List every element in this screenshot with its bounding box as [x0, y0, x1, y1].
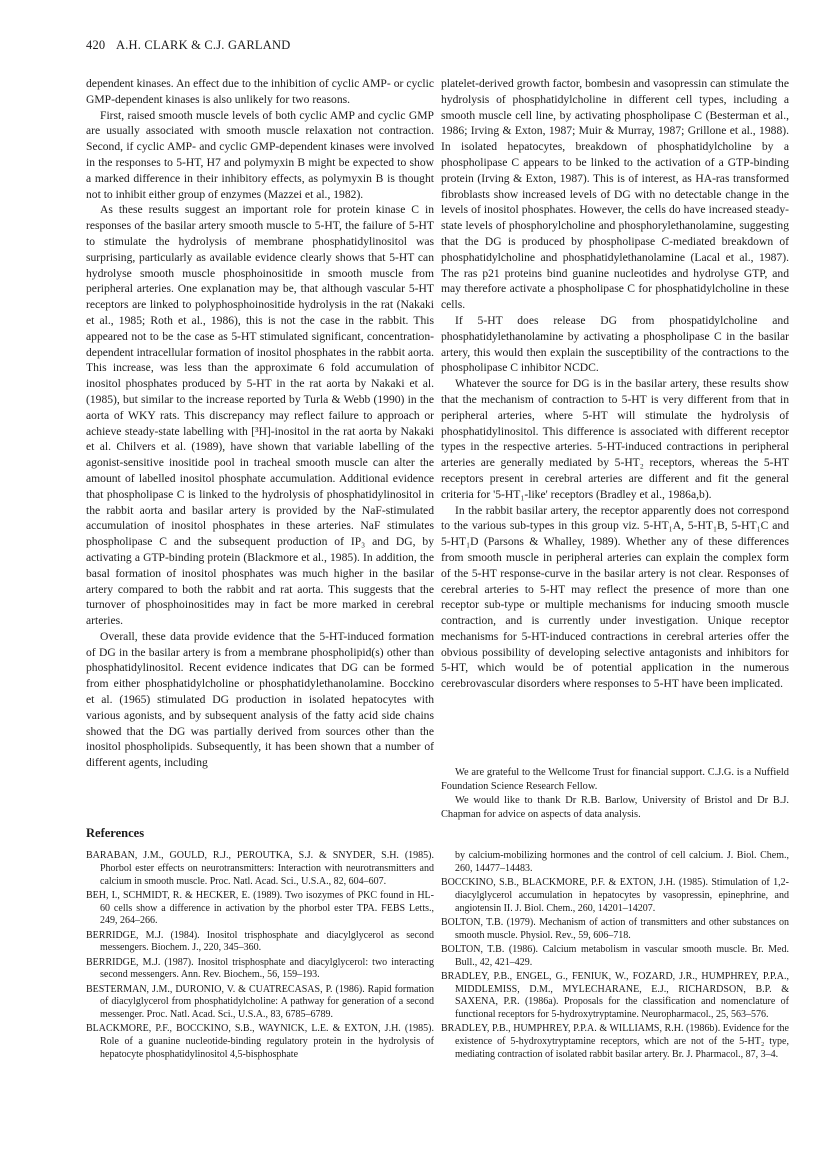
references-left — [86, 850, 434, 1063]
references-right — [441, 850, 789, 1063]
reference-item: BRADLEY, P.B., HUMPHREY, P.P.A. & WILLIAMS, R.H. (1986b). Evidence for the existence of 5-hydroxytryptamine receptors, which are not of the 5-HT₂ type, mediating contraction of isolated rabbit basilar artery. Br. J. Pharmacol., 87, 3–4. — [441, 1023, 789, 1060]
left-paragraph-3: As these results suggest an important role for protein kinase C in responses of the basilar artery smooth muscle to 5-HT, the failure of 5-HT to stimulate the hydrolysis of membrane phosphatidylinositol was surprising, particularly as available evidence clearly shows that 5-HT can hydrolyse smooth muscle phosphoinositide in smooth muscle from peripheral arteries. One explanation may be, that although vascular 5-HT receptors are linked to polyphosphoinositide hydrolysis in the rat (Nakaki et al., 1985; Roth et al., 1986), this is not the case in the rabbit. This appeared not to be the case as 5-HT stimulated significant, concentration-dependent intracellular formation of inositol phosphates in the rabbit aorta. This increase, was less than the approximate 6 fold accumulation of inositol phosphates produced by 5-HT in the rat aorta by Nakaki et al. (1985), but similar to the increase reported by Turla & Webb (1990) in the aorta of WKY rats. This discrepancy may reflect failure to approach or achieve steady-state labelling with [³H]-inositol in the rat aorta by Nakaki et al. Chilvers et al. (1989), have shown that variable labelling of the agonist-sensitive inositide pool in tracheal smooth muscle can alter the amount of labelled inositol phosphate accumulation. Additional evidence that phospholipase C is linked to the hydrolysis of phosphatidylinositol in the rabbit aorta and basilar artery is provided by the NaF-stimulated accumulation of inositol phosphates in these arteries. NaF stimulates phospholipase C and the subsequent production of IP₃ and DG, by activating a GTP-binding protein (Blackmore et al., 1985). In addition, the basal formation of inositol phosphates was much higher in the basilar artery compared to both the rabbit and rat aorta. This suggests that the turnover of phosphoinositides may in fact be more marked in cerebral arteries. — [86, 203, 434, 628]
left-paragraph-2: First, raised smooth muscle levels of both cyclic AMP and cyclic GMP are usually associated with smooth muscle relaxation not contraction. Second, if cyclic AMP- and cyclic GMP-dependent kinases were involved in the responses to 5-HT, H7 and polymyxin B might be expected to show a marked difference in their inhibitory effects, as polymyxin B is thought not to inhibit either group of enzymes (Mazzei et al., 1982). — [86, 108, 434, 201]
reference-item: BERRIDGE, M.J. (1984). Inositol trisphosphate and diacylglycerol as second messengers. Biochem. J., 220, 345–360. — [86, 929, 434, 954]
reference-item: BOCCKINO, S.B., BLACKMORE, P.F. & EXTON, J.H. (1985). Stimulation of 1,2-diacylglycerol accumulation in hepatocytes by vasopressin, epinephrine, and angiotensin II. J. Biol. Chem., 260, 14201–14207. — [441, 876, 789, 914]
left-paragraph-4: Overall, these data provide evidence that the 5-HT-induced formation of DG in the basilar artery is from a membrane phospholipid(s) other than phosphatidylinositol. Recent evidence indicates that DG can be formed from either phosphatidylcholine or phosphatidylethanolamine. Bocckino et al. (1965) stimulated DG production in isolated hepatocytes with various agonists, and by subsequent analysis of the fatty acid side chains showed that the DG was partially derived from sources other than the inositol phospholipids. Subsequently, it has been shown that a number of different agents, including — [86, 629, 434, 770]
reference-continuation: by calcium-mobilizing hormones and the control of cell calcium. J. Biol. Chem., 260, 14477–14483. — [455, 850, 789, 874]
ack-paragraph-1: We are grateful to the Wellcome Trust for financial support. C.J.G. is a Nuffield Foundation Science Research Fellow. — [441, 767, 789, 792]
running-header — [86, 38, 290, 53]
reference-item: BRADLEY, P.B., ENGEL, G., FENIUK, W., FOZARD, J.R., HUMPHREY, P.P.A., MIDDLEMISS, D.M., MYLECHARANE, E.J., RICHARDSON, B.P. & SAXENA, P.R. (1986a). Proposals for the classification and nomenclature of functional receptors for 5-hydroxytryptamine. Neuropharmacol., 25, 563–576. — [441, 970, 789, 1021]
right-paragraph-3: Whatever the source for DG is in the basilar artery, these results show that the mechanism of contraction to 5-HT is very different from that in peripheral arteries, where 5-HT will stimulate the hydrolysis of phosphatidylinositol. This difference is associated with different receptor types in the respective arteries. 5-HT-induced contractions in peripheral arteries are generally mediated by 5-HT₂ receptors, whereas the 5-HT receptors present in cerebral arteries are different and fit the general criteria for '5-HT₁-like' receptors (Bradley et al., 1986a,b). — [441, 377, 789, 501]
left-column — [86, 76, 434, 771]
reference-item: BARABAN, J.M., GOULD, R.J., PEROUTKA, S.J. & SNYDER, S.H. (1985). Phorbol ester effects on neurotransmitters: Interaction with neurotransmitters and calcium in smooth muscle. Proc. Natl. Acad. Sci., U.S.A., 82, 604–607. — [86, 850, 434, 887]
reference-item: BOLTON, T.B. (1979). Mechanism of action of transmitters and other substances on smooth muscle. Physiol. Rev., 59, 606–718. — [441, 916, 789, 941]
ack-paragraph-2: We would like to thank Dr R.B. Barlow, University of Bristol and Dr B.J. Chapman for advice on aspects of data analysis. — [441, 795, 789, 820]
left-paragraph-1: dependent kinases. An effect due to the inhibition of cyclic AMP- or cyclic GMP-dependent kinases is also unlikely for two reasons. — [86, 77, 434, 106]
reference-item: BLACKMORE, P.F., BOCCKINO, S.B., WAYNICK, L.E. & EXTON, J.H. (1985). Role of a guanine nucleotide-binding regulatory protein in the hydrolysis of hepatocyte phosphatidylinositol 4,5-bisphosphate — [86, 1023, 434, 1060]
references-heading: References — [86, 826, 145, 840]
right-paragraph-1: platelet-derived growth factor, bombesin and vasopressin can stimulate the hydrolysis of phosphatidylcholine in different cell types, including a smooth muscle cell line, by activating phospholipase C (Besterman et al., 1986; Irving & Exton, 1987; Muir & Murray, 1987; Grillone et al., 1988). In isolated hepatocytes, breakdown of phosphatidylcholine by a phospholipase C appears to be linked to the activation of a GTP-binding protein (Irving & Exton, 1987). This is of interest, as HA-ras transformed fibroblasts show increased levels of DG with no detectable change in the levels of inositol phosphates. However, the cells do have increased steady-state levels of phosphorylcholine and phosphorylethanolamine, suggesting that the DG is produced by phospholipase C-mediated breakdown of phosphatidylcholine and phosphatidylethanolamine (Lacal et al., 1987). The ras p21 proteins bind guanine nucleotides and hydrolyse GTP, and may therefore activate a phospholipase C for phosphatidylcholine in these cells. — [441, 77, 789, 312]
acknowledgements — [441, 766, 789, 822]
reference-item: BOLTON, T.B. (1986). Calcium metabolism in vascular smooth muscle. Br. Med. Bull., 42, 421–429. — [441, 943, 789, 968]
page-number: 420 — [86, 38, 106, 52]
right-paragraph-2: If 5-HT does release DG from phospatidylcholine and phosphatidylethanolamine by activating a phospholipase C in the basilar artery, this would then explain the susceptibility of the contractions to the phospholipase C inhibitor NCDC. — [441, 313, 789, 375]
right-paragraph-4: In the rabbit basilar artery, the receptor apparently does not correspond to the various sub-types in this group viz. 5-HT₁A, 5-HT₁B, 5-HT₁C and 5-HT₁D (Parsons & Whalley, 1989). Whether any of these differences from smooth muscle in peripheral arteries can explain the complex form of the 5-HT response-curve in the basilar artery is not clear. Responses of cerebral arteries to 5-HT may reflect the presence of more than one receptor sub-type or multiple mechanisms for inducing smooth muscle contraction, and is currently under investigation. Unique receptor mechanisms for 5-HT-induced contractions in cerebral arteries offer the obvious possibility of developing selective antagonists and inhibitors for 5-HT, which would be of potential application in the numerous cerebrovascular disorders where responses to 5-HT have been implicated. — [441, 503, 789, 691]
reference-item: BERRIDGE, M.J. (1987). Inositol trisphosphate and diacylglycerol: two interacting second messengers. Ann. Rev. Biochem., 56, 159–193. — [86, 956, 434, 981]
running-authors: A.H. CLARK & C.J. GARLAND — [116, 38, 291, 52]
right-column — [441, 76, 789, 692]
reference-item: BEH, I., SCHMIDT, R. & HECKER, E. (1989). Two isozymes of PKC found in HL-60 cells show a difference in activation by the phorbol ester TPA. FEBS Letts., 249, 264–266. — [86, 889, 434, 927]
reference-item: BESTERMAN, J.M., DURONIO, V. & CUATRECASAS, P. (1986). Rapid formation of diacylglycerol from phosphatidylcholine: A pathway for generation of a second messenger. Proc. Natl. Acad. Sci., U.S.A., 83, 6785–6789. — [86, 983, 434, 1021]
